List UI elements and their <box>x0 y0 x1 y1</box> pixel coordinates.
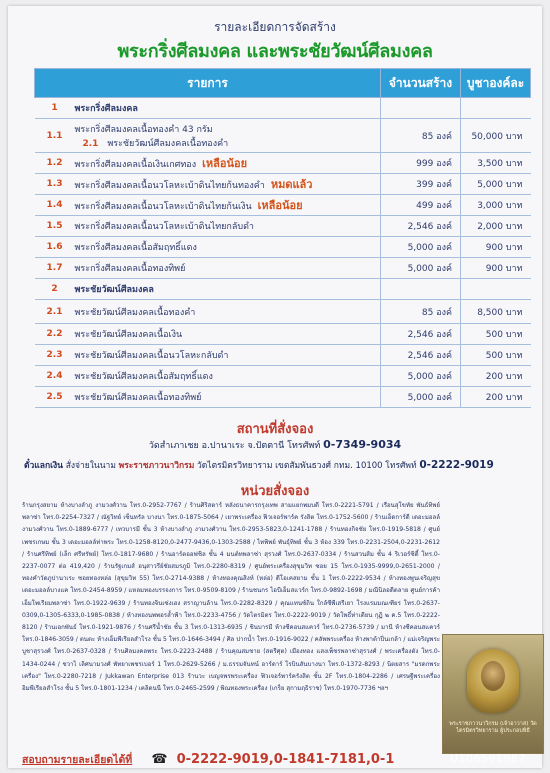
table-row <box>35 300 531 324</box>
table-row <box>35 119 531 153</box>
money-order-label: ตั๋วแลกเงิน <box>24 461 63 471</box>
amulet-shield-image <box>467 649 519 713</box>
row-quantity: 5,000 องค์ <box>381 258 461 279</box>
table-row <box>35 216 531 237</box>
row-quantity: 399 องค์ <box>381 174 461 195</box>
ordering-units-list: ร้านกรุงสยาม ห้างบางลำภู งามวงศ์วาน โทร.0-2952-7767 / ร้านศิริสตาร์ หลังธนาคารกรุงเทพ สามแยกพมบดี โทร.0-2221-5791 / เรือนสุโขทัย พันธ์ทิพย์ พลาซ่า โทร.0-2254-7327 / ณัฐวิทย์ เซ็นทรัล บางนา โทร.0-1875-5064 / เยาพระเครื่อง ฟิวเจอร์พาร์ค รังสิต โทร.0-1752-5600 / ร้านเอ็ดการ์ดี เดอะมอลล์ งามวงศ์วาน โทร.0-1889-6777 / เทวบารมี ชั้น 3 ห้างบางลำภู งามวงศ์วาน โทร.0-2953-5823,0-1241-1788 / ร้านทองกิจชัย โทร.0-1919-5818 / ศูนย์เพชรเกษม ชั้น 3 เดอะมอลล์ท่าพระ โทร.0-1258-8120,0-2477-9436,0-1303-2588 / ไทพิพย์ พันธุ์ทิพย์ ชั้น 3 ห้อง 339 โทร.0-2231-2504,0-2231-2612 / ร้านศรีทิพย์ (เล็ก ศรีทรัพย์) โทร.0-1817-9680 / ร้านอาร์ตออฟชิล ชั้น 4 มนต์ทพลาซ่า สุรวงศ์ โทร.0-2637-0334 / ร้านสวนส้ม ชั้น 4 ริเวอร์ซิตี้ โทร.0-2237-0077 ต่อ 419,420 / ร้านรัฐเกมส์ อนุสาวรีย์ชัยสมรภูมิ โทร.0-2280-8319 / ศูนย์พระเครื่องสุขุมวิท ซอย 15 โทร.0-1935-9999,0-2651-2000 / ทองคำวัดภูปานาเระ ซอยทองหล่อ (สุขุมวิท 55) โทร.0-2714-9388 / ห้างทองคุณสิงห์ (หล่อ) ดีโอเคสยาม ชั้น 1 โทร.0-2222-9534 / ห้างทองพูนเจริญสุข เดอะมอลล์บางแค โทร.0-2454-8959 / แหลมทองบรรจงการ โทร.0-9509-8109 / ร้านชนกร ไอบีเอ็มสแวร์ก โทร.0-9892-1698 / มณีนิลอดีตลาย ศูนย์การค้าเอ็มโพเรียมพลาซ่า โทร.0-1922-9639 / ร้านทองจินเซ่งเฮง สราญานล้าน โทร.0-2282-8329 / คุณแทนซ์ถิน ใกล้ซีพีเสรีเยา โรงแรมมณเฑียร โทร.0-2637-0309,0-1305-6333,0-1985-0838 / ห้างทองนพพอรล้ำฟ้า โทร.0-2233-4756 / วัดไตรมิตร โทร.0-2222-9019 / วัดโพธิ์ท่าเตียน กุฏิ ๒ ค.5 โทร.0-2222-8120 / ร้านเอกพันธ์ โทร.0-1921-9876 / ร้านศรีน้ำชัย ชั้น 3 โทร.0-1313-6935 / ชินบารมี ห้างซีคอนสแควร์ โทร.0-2736-5739 / มานี ห้างซีคอนสแควร์ โทร.0-1846-3059 / ตนตะ ห้างเอ็มพีเรียลสำโรง ชั้น 5 โทร.0-1646-3494 / ศิล ปากน้ำ โทร.0-1916-9022 / คลัพพระเครื่อง ห้างพาต้าปิ่นเกล้า / แม่เจริญพระบูชาสุรวงศ์ โทร.0-2637-0328 / ร้านศิลมงคลพระ โทร.0-2223-2488 / ร้านคุณสมชาย (สตรีศุต) เมืองทอง แสงเพ็ชรพลาซ่าสุรวงศ์ / พระเครื่องตัง โทร.0-1434-0244 / ชวาไ เลิศนามวงศ์ พัทยาเพชรเบอร์ 1 โทร.0-2629-5266 / ม.ธรรมจันทน์ อาร์ดาร์ โรบินสันบางนา โทร.0-1372-8293 / นิตยสาร "มรดกพระเครื่อง" โทร.0-2280-7218 / Jukkawan Enterprise 013 ร้านวะ เบญจพรพระเครื่อง ฟิวเจอร์พาร์ครังสิต ชั้น 2F โทร.0-1804-2286 / เศรษฐีพระเครื่อง อิมพีเรียลสำโรง ชั้น 5 โทร.0-1801-1234 / เคลิดนนี โทร.0-2465-2599 / พิณทองพระเครื่อง (เกร็ย สุกามฤธิราช) โทร.0-1970-7736 ฯลฯ <box>22 502 440 693</box>
row-number: 2.2 <box>35 324 75 345</box>
table-row <box>35 366 531 387</box>
row-description-text: พระกริ่งศีลมงคลเนื้อนวโลหะเบ้าดินไทยก้นเงิน <box>74 202 252 212</box>
row-description: พระชัยวัฒน์ศีลมงคลเนื้อนวโลหะกลับดำ <box>75 345 381 366</box>
section-row <box>35 279 531 300</box>
status-tag: เหลือน้อย <box>202 157 248 170</box>
row-price: 3,000 บาท <box>461 195 531 216</box>
row-number: 1.1 <box>35 119 75 153</box>
row-price: 3,500 บาท <box>461 153 531 174</box>
row-quantity: 5,000 องค์ <box>381 387 461 408</box>
amulet-photo <box>442 634 544 754</box>
row-price: 5,000 บาท <box>461 174 531 195</box>
money-order-address: วัดไตรมิตรวิทยาราม เขตสัมพันธวงศ์ กทม. 10100 โทรศัพท์ <box>197 461 417 471</box>
row-quantity: 5,000 องค์ <box>381 366 461 387</box>
row-description <box>75 153 381 174</box>
row-description: พระกริ่งศีลมงคลเนื้อนวโลหะเบ้าดินไทยกลับดำ <box>75 216 381 237</box>
table-row <box>35 174 531 195</box>
inquiry-phones: 0-2222-9019,0-1841-7181,0-1 <box>176 752 395 767</box>
row-quantity: 499 องค์ <box>381 195 461 216</box>
table-row <box>35 324 531 345</box>
row-number: 2.4 <box>35 366 75 387</box>
amulet-price-table <box>34 68 531 408</box>
table-row <box>35 195 531 216</box>
row-description: พระกริ่งศีลมงคลเนื้อสัมฤทธิ์แดง <box>75 237 381 258</box>
row-quantity: 85 องค์ <box>381 119 461 153</box>
money-order-phone: 0-2222-9019 <box>419 459 494 471</box>
row-number: 1.3 <box>35 174 75 195</box>
temple-address: วัดสำเภาเชย อ.ปานาเระ จ.ปัตตานี โทรศัพท์ <box>148 441 321 451</box>
ordering-place-title: สถานที่สั่งจอง <box>236 422 314 437</box>
row-price: 200 บาท <box>461 366 531 387</box>
status-tag: เหลือน้อย <box>257 199 303 212</box>
row-price: 2,000 บาท <box>461 216 531 237</box>
row-number: 1.2 <box>35 153 75 174</box>
row-description <box>75 119 381 153</box>
row-price: 50,000 บาท <box>461 119 531 153</box>
money-order-text: สั่งจ่ายในนาม <box>65 461 116 471</box>
document-title: พระกริ่งศีลมงคล และพระชัยวัฒน์ศีลมงคล <box>117 41 433 62</box>
table-row <box>35 153 531 174</box>
document-subtitle: รายละเอียดการจัดสร้าง <box>214 20 336 34</box>
table-row <box>35 258 531 279</box>
header-price: บูชาองค์ละ <box>461 69 531 98</box>
sub-row-number: 2.1 <box>82 138 99 149</box>
inquiry-label: สอบถามรายละเอียดได้ที่ <box>22 754 133 766</box>
section-number: 2 <box>35 279 75 300</box>
row-description: พระกริ่งศีลมงคลเนื้อทองทิพย์ <box>75 258 381 279</box>
header-quantity: จำนวนสร้าง <box>381 69 461 98</box>
row-price: 200 บาท <box>461 387 531 408</box>
section-row <box>35 98 531 119</box>
header-item: รายการ <box>35 69 381 98</box>
row-description <box>75 174 381 195</box>
row-description: พระชัยวัฒน์ศีลมงคลเนื้อสัมฤทธิ์แดง <box>75 366 381 387</box>
money-order-line <box>24 458 534 472</box>
temple-contact-line <box>8 438 542 452</box>
row-price: 500 บาท <box>461 345 531 366</box>
row-description <box>75 195 381 216</box>
row-price: 8,500 บาท <box>461 300 531 324</box>
row-number: 1.7 <box>35 258 75 279</box>
section-label: พระกริ่งศีลมงคล <box>75 98 381 119</box>
row-quantity: 2,546 องค์ <box>381 324 461 345</box>
temple-phone: 0-7349-9034 <box>323 438 402 451</box>
row-quantity: 2,546 องค์ <box>381 345 461 366</box>
row-number: 2.1 <box>35 300 75 324</box>
amulet-caption: พระราชภาวนาวิกรม (เจ้าอาวาส) วัดไตรมิตรวิทยาราม ผู้ประกอบพิธี <box>449 721 537 734</box>
row-quantity: 999 องค์ <box>381 153 461 174</box>
money-order-payee: พระราชภาวนาวิกรม <box>118 461 195 471</box>
row-price: 500 บาท <box>461 324 531 345</box>
row-quantity: 5,000 องค์ <box>381 237 461 258</box>
row-description: พระชัยวัฒน์ศีลมงคลเนื้อทองทิพย์ <box>75 387 381 408</box>
row-description-main: พระกริ่งศีลมงคลเนื้อทองคำ 43 กรัม <box>74 124 213 135</box>
table-row <box>35 345 531 366</box>
document-page <box>8 6 542 768</box>
row-price: 900 บาท <box>461 258 531 279</box>
ordering-units-title: หน่วยสั่งจอง <box>240 484 310 499</box>
row-number: 2.5 <box>35 387 75 408</box>
row-description: พระชัยวัฒน์ศีลมงคลเนื้อเงิน <box>75 324 381 345</box>
monk-portrait-image <box>481 661 505 691</box>
row-number: 1.6 <box>35 237 75 258</box>
row-quantity: 2,546 องค์ <box>381 216 461 237</box>
row-number: 1.5 <box>35 216 75 237</box>
table-header-row <box>35 69 531 98</box>
row-description-sub <box>75 136 381 150</box>
section-number: 1 <box>35 98 75 119</box>
section-label: พระชัยวัฒน์ศีลมงคล <box>75 279 381 300</box>
row-description: พระชัยวัฒน์ศีลมงคลเนื้อทองคำ <box>75 300 381 324</box>
row-quantity: 85 องค์ <box>381 300 461 324</box>
telephone-icon: ☎ <box>151 752 168 767</box>
status-tag: หมดแล้ว <box>270 178 313 191</box>
table-row <box>35 237 531 258</box>
table-row <box>35 387 531 408</box>
sub-row-description: พระชัยวัฒน์ศีลมงคลเนื้อทองคำ <box>107 138 229 149</box>
row-price: 900 บาท <box>461 237 531 258</box>
row-description-text: พระกริ่งศีลมงคลเนื้อเงินเกศทอง <box>74 160 197 170</box>
row-description-text: พระกริ่งศีลมงคลเนื้อนวโลหะเบ้าดินไทยก้นทองคำ <box>74 181 265 191</box>
row-number: 2.3 <box>35 345 75 366</box>
row-number: 1.4 <box>35 195 75 216</box>
watermark-id: U106591987 <box>450 752 527 765</box>
